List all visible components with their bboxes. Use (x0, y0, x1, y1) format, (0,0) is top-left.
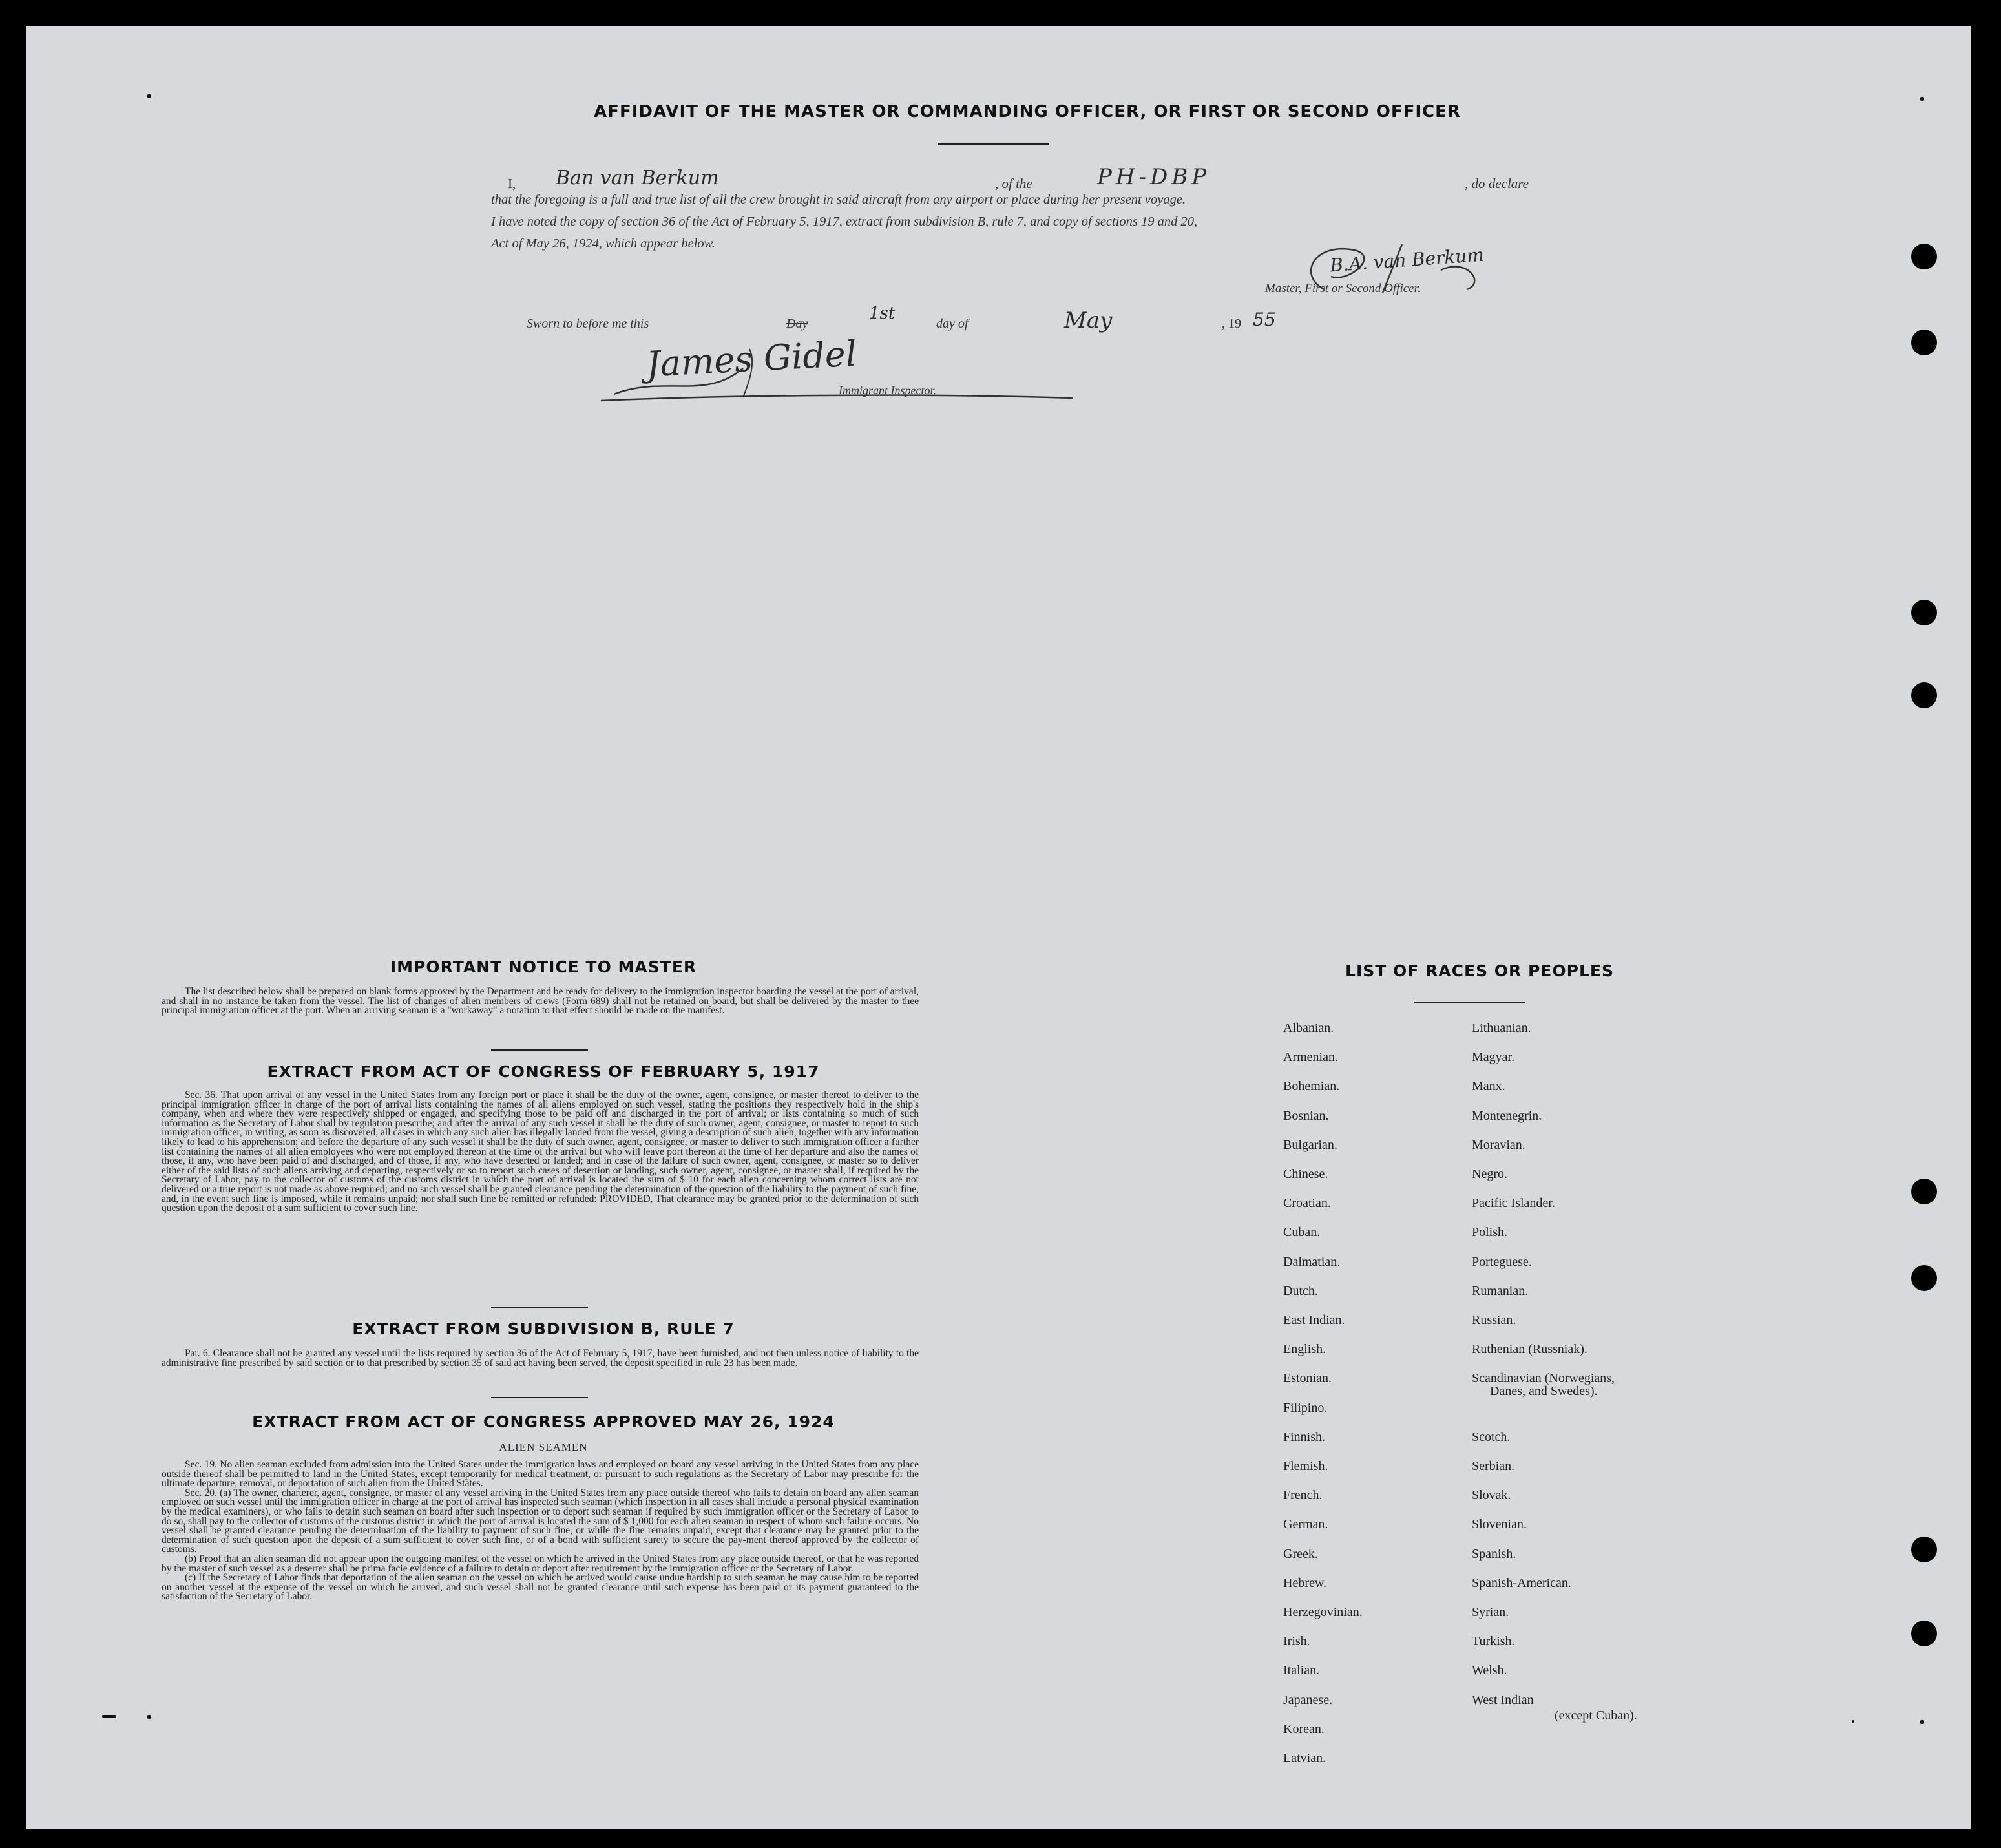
punch-hole (1911, 1621, 1937, 1646)
sworn-prefix: Sworn to before me this (527, 317, 649, 331)
scan-speck (1852, 1720, 1854, 1723)
race-item: Lithuanian. (1472, 1021, 1531, 1035)
race-item: Negro. (1472, 1167, 1507, 1181)
race-item: Greek. (1283, 1546, 1318, 1561)
officer-label: Master, First or Second Officer. (1265, 282, 1421, 295)
race-item: Ruthenian (Russniak). (1472, 1342, 1587, 1357)
subdivision-text: Par. 6. Clearance shall not be granted any vessel until the lists required by section 36 of the Act of February 5, 1917, have been furnished, and not then unless notice of liability to the administrative fine prescribed by said section or to that prescribed by section 35 of said act having been served, the deposit specified in rule 23 has been made. (162, 1348, 919, 1369)
race-item: Estonian. (1283, 1371, 1332, 1386)
race-item: Chinese. (1283, 1167, 1328, 1181)
race-item: Dalmatian. (1283, 1254, 1341, 1269)
race-item: Syrian. (1472, 1605, 1509, 1619)
declaration-line-3: I have noted the copy of section 36 of the Act of February 5, 1917, extract from subdivision B, rule 7, and copy of sections 19 and 20, (491, 215, 1198, 229)
document-page (26, 26, 1971, 1829)
of-the-label: , of the (995, 176, 1032, 191)
race-item: Albanian. (1283, 1021, 1334, 1035)
race-item: German. (1283, 1517, 1328, 1532)
officer-signature: B.A. van Berkum (1329, 244, 1485, 277)
race-item: Croatian. (1283, 1196, 1331, 1211)
punch-hole (1911, 330, 1937, 355)
day-of-label: day of (936, 317, 969, 331)
race-item: Herzegovinian. (1283, 1605, 1363, 1619)
do-declare-label: , do declare (1465, 176, 1529, 191)
race-item: Bohemian. (1283, 1079, 1340, 1094)
race-item: Spanish. (1472, 1546, 1516, 1561)
scan-speck (147, 1715, 151, 1719)
race-item: Russian. (1472, 1313, 1516, 1327)
extract-1917-title: EXTRACT FROM ACT OF CONGRESS OF FEBRUARY 5, 1917 (267, 1062, 820, 1081)
races-column-1 (1283, 26, 1451, 1829)
races-title: LIST OF RACES OR PEOPLES (1345, 961, 1614, 980)
punch-hole (1911, 1265, 1937, 1291)
race-item-continuation: Danes, and Swedes). (1490, 1384, 1598, 1399)
inspector-label: Immigrant Inspector. (839, 384, 936, 397)
scan-speck (1920, 97, 1924, 101)
scan-speck (102, 1715, 116, 1718)
race-item: Moravian. (1472, 1137, 1525, 1152)
race-item: Italian. (1283, 1663, 1320, 1678)
sec-20a-text: Sec. 20. (a) The owner, charterer, agent, consignee, or master of any vessel arriving in the United States from any place outside thereof who fails to detain on board any alien seaman employed on such vessel until the immigration officer in charge at the port of arrival has inspected such seaman (which inspection in all cases shall include a personal physical examination by the medical examiners), or who fails to detain such seaman on board after such inspection or to deport such seaman if required by such immigration officer or the Secretary of Labor to do so, shall pay to the collector of customs of the customs district in which the port of arrival is located the sum of $ 1,000 for each alien seaman in respect of whom such failure occurs. No vessel shall be granted clearance pending the determination of the liability to payment of such fine, or while the fine remains unpaid, except that clearance may be granted prior to the determination of such question upon the deposit of a sum sufficient to cover such fine, or of a bond with sufficient surety to secure the pay-ment thereof approved by the collector of customs. (162, 1487, 919, 1555)
extract-1924-body (162, 1460, 919, 1602)
races-column-2 (1472, 26, 1795, 1829)
race-item: Japanese. (1283, 1692, 1333, 1707)
race-item: Pacific Islander. (1472, 1196, 1555, 1211)
alien-seamen-subtitle: ALIEN SEAMEN (499, 1441, 588, 1453)
notice-title: IMPORTANT NOTICE TO MASTER (390, 958, 697, 976)
declaration-line-4: Act of May 26, 1924, which appear below. (491, 236, 715, 251)
race-item: Armenian. (1283, 1050, 1338, 1065)
affidavit-title: AFFIDAVIT OF THE MASTER OR COMMANDING OFFICER, OR FIRST OR SECOND OFFICER (594, 102, 1461, 121)
declaration-line-2: that the foregoing is a full and true list of all the crew brought in said aircraft from any airport or place during her present voyage. (491, 193, 1186, 207)
section-divider (491, 1397, 588, 1398)
punch-hole (1911, 1179, 1937, 1204)
sec-20b-text: (b) Proof that an alien seaman did not appear upon the outgoing manifest of the vessel on which he arrived in the United States from any place outside thereof, or that he was reported by the master of such vessel as a deserter shall be prima facie evidence of a failure to detain or deport after requirement by the immigration officer or the Secretary of Labor. (162, 1553, 919, 1574)
scan-speck (147, 94, 151, 98)
race-item: Latvian. (1283, 1751, 1326, 1765)
race-item: Hebrew. (1283, 1575, 1327, 1590)
race-item: Rumanian. (1472, 1283, 1529, 1298)
section-divider (491, 1049, 588, 1051)
aircraft-registration-handwriting: PH-DBP (1097, 164, 1211, 190)
race-item: Serbian. (1472, 1459, 1515, 1473)
race-item: Scotch. (1472, 1429, 1511, 1444)
race-item: English. (1283, 1342, 1326, 1357)
sec-20c-text: (c) If the Secretary of Labor finds that deportation of the alien seaman on the vessel on which he arrived would cause undue hardship to such seaman he may cause him to be reported on another vessel at the expense of the vessel on which he arrived, and such vessel shall not be granted clearance until such expense has been paid or its payment guaranteed to the satisfaction of the Secretary of Labor. (162, 1572, 919, 1602)
section-divider (491, 1307, 588, 1308)
race-item: Scandinavian (Norwegians, (1472, 1371, 1615, 1386)
master-name-handwriting: Ban van Berkum (556, 167, 719, 189)
race-item: Irish. (1283, 1634, 1310, 1649)
race-item: Manx. (1472, 1079, 1505, 1094)
sworn-day-handwriting: 1st (869, 304, 896, 323)
race-item: West Indian (1472, 1692, 1534, 1707)
scan-speck (1920, 1720, 1924, 1724)
punch-hole (1911, 1537, 1937, 1562)
punch-hole (1911, 600, 1937, 625)
extract-1924-title: EXTRACT FROM ACT OF CONGRESS APPROVED MAY 26, 1924 (252, 1412, 835, 1431)
sworn-line (527, 304, 1341, 340)
race-item-continuation: (except Cuban). (1555, 1708, 1637, 1723)
inspector-signature: James Gidel (645, 333, 858, 385)
punch-hole (1911, 244, 1937, 269)
race-item: Dutch. (1283, 1283, 1318, 1298)
race-item: Filipino. (1283, 1400, 1328, 1415)
race-item: Magyar. (1472, 1050, 1515, 1065)
race-item: Spanish-American. (1472, 1575, 1571, 1590)
race-item: Montenegrin. (1472, 1108, 1542, 1123)
extract-1917-text: Sec. 36. That upon arrival of any vessel in the United States from any foreign port or place it shall be the duty of the owner, agent, consignee, or master thereof to deliver to the principal immigration officer in charge of the port of arrival lists containing the names of all aliens employed on such vessel, stating the positions they respectively hold in the ship's company, when and where they were respectively shipped or engaged, and specifying those to be paid off and discharged in the port of arrival; or lists containing so much of such information as the Secretary of Labor shall by regulation prescribe; and after the arrival of any such vessel it shall be the duty of such owner, agent, consignee, or master to report to such immigration officer, in writing, as soon as discovered, all cases in which any such alien has illegally landed from the vessel, giving a description of such alien, together with any information likely to lead to his apprehension; and before the departure of any such vessel it shall be the duty of such owner, agent, consignee, or master to deliver to such immigration officer a further list containing the names of all alien employees who were not employed thereon at the time of the arrival but who will leave port thereon at the time of her departure and also the names of those, if any, who have been paid of and discharged, and of those, if any, who have deserted or landed; and in case of the failure of such owner, agent, consignee, or master so to deliver either of the said lists of such aliens arriving and departing, respectively or so to report such cases of desertion or landing, such owner, agent, consignee, or master shall, if required by the Secretary of Labor, pay to the collector of customs of the customs district in which the port of arrival is located the sum of $ 10 for each alien concerning whom correct lists are not delivered or a true report is not made as above required; and no such vessel shall be granted clearance pending the determination of the question of the liability to the payment of such fine, and, in the event such fine is imposed, while it remains unpaid; nor shall such fine be remitted or refunded: PROVIDED, That clearance may be granted prior to the determination of such question upon the deposit of a sum sufficient to cover such fine. (162, 1089, 919, 1214)
race-item: Korean. (1283, 1721, 1325, 1736)
race-item: Polish. (1472, 1225, 1508, 1240)
race-item: Porteguese. (1472, 1254, 1532, 1269)
subdivision-title: EXTRACT FROM SUBDIVISION B, RULE 7 (352, 1319, 735, 1338)
race-item: East Indian. (1283, 1313, 1345, 1327)
year-prefix: , 19 (1222, 317, 1241, 331)
punch-hole (1911, 682, 1937, 708)
race-item: Slovenian. (1472, 1517, 1527, 1532)
race-item: Bosnian. (1283, 1108, 1329, 1123)
title-divider (938, 143, 1049, 145)
race-item: Bulgarian. (1283, 1137, 1337, 1152)
sworn-month-handwriting: May (1064, 308, 1113, 333)
race-item: French. (1283, 1488, 1323, 1503)
race-item: Slovak. (1472, 1488, 1511, 1503)
race-item: Flemish. (1283, 1459, 1328, 1473)
race-item: Turkish. (1472, 1634, 1515, 1649)
inspector-signature-flourish (588, 336, 1079, 407)
race-item: Cuban. (1283, 1225, 1321, 1240)
sec-19-text: Sec. 19. No alien seaman excluded from admission into the United States under the immigration laws and employed on board any vessel arriving in the United States from any place outside thereof shall be permitted to land in the United States, except temporarily for medical treatment, or pursuant to such regulations as the Secretary of Labor may prescribe for the ultimate departure, removal, or deportation of such alien from the United States. (162, 1459, 919, 1489)
notice-text: The list described below shall be prepared on blank forms approved by the Department and be ready for delivery to the immigration inspector boarding the vessel at the port of arrival, and shall in no instance be taken from the vessel. The list of changes of alien members of crews (Form 689) shall not be retained on board, but shall be delivered by the master to thee principal immigration officer at the port. When an arriving seaman is a "workaway" a notation to that effect should be made on the manifest. (162, 986, 919, 1016)
race-item: Finnish. (1283, 1429, 1326, 1444)
declaration-prefix: I, (508, 176, 516, 191)
race-item: Welsh. (1472, 1663, 1507, 1678)
sworn-struck-word: Day (786, 317, 808, 331)
sworn-year-handwriting: 55 (1253, 309, 1276, 330)
